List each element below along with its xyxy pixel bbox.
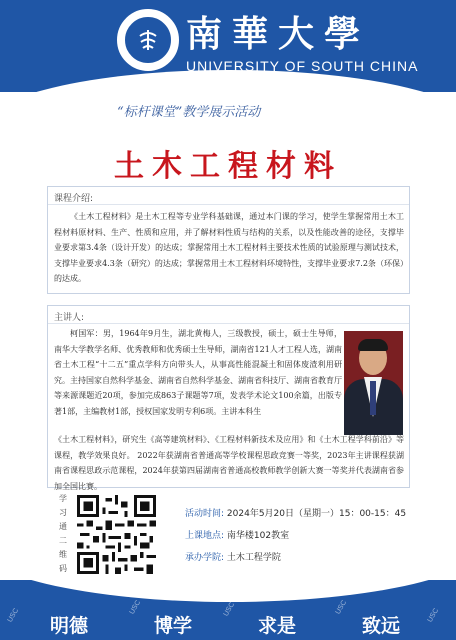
qr-label: 学习通二维码 [59, 494, 67, 573]
host-college-key: 承办学院: [185, 553, 225, 563]
course-intro-box [47, 186, 410, 294]
motto-3: 求是 [258, 615, 297, 637]
usc-watermark: USC [128, 599, 143, 616]
usc-watermark: USC [334, 599, 349, 616]
speaker-label: 主讲人: [54, 313, 85, 323]
usc-watermark: USC [6, 607, 21, 624]
activity-time-value: 2024年5月20日（星期一）15：00-15：45 [226, 509, 407, 519]
intro-text: 《土木工程材料》是土木工程等专业学科基础课，通过本门课的学习，使学生掌握常用土木工程材料原材料、生产、性质和应用，并了解材料性质与结构的关系，以及性能改善的途径，支撑毕业要求第3.4条（设计开发）的达成；掌握常用土木工程材料主要技术性质的试验原理与测试技术，支撑毕业要求4.3条（研究）的达成；掌握常用土木工程材料环境特性，支撑毕业要求7.2条（环保）的达成。 [54, 212, 404, 284]
motto-1: 明德 [50, 615, 89, 637]
activity-place-value: 南华楼102教室 [226, 531, 290, 541]
speaker-bio-top: 柯国军：男，1964年9月生，湖北黄梅人，三级教授，硕士，硕士生导师，南华大学教学名师、优秀教师和优秀硕士生导师，湖南省121人才工程人选，湖南省土木工程“十二五”重点学科方向带头人，从事高性能混凝土和固体废渣利用研究。主持国家自然科学基金、湖南省自然科学基金、湖南省科技厅、湖南省教育厅等来源课题近20项，参加完成863子课题等7项，发表学术论文100余篇，出版专著1部，主编教材1部，授权国家发明专利6项。主讲本科生 [54, 329, 342, 416]
host-college-value: 土木工程学院 [226, 553, 281, 563]
activity-place [185, 528, 289, 541]
speaker-bio-bottom: 《土木工程材料》，研究生《高等建筑材料》、《工程材料新技术及应用》和《土木工程学科前沿》等课程，教学效果良好。 2022年获湖南省普通高等学校课程思政竞赛一等奖，2023年主讲课程获湖南省课程思政示范课程，2024年获第四届湖南省普通高校教师教学创新大赛一等奖并代表湖南省参加全国比赛。 [54, 435, 404, 491]
activity-time-key: 活动时间: [185, 509, 225, 519]
activity-time [185, 506, 406, 519]
university-name-en: UNIVERSITY OF SOUTH CHINA [186, 58, 419, 74]
emblem-mark [137, 28, 159, 52]
speaker-photo [344, 331, 403, 435]
motto-2: 博学 [154, 615, 193, 637]
university-name-cn: 南華大學 [186, 13, 371, 55]
university-emblem-icon [117, 9, 179, 71]
usc-watermark: USC [222, 601, 237, 618]
host-college [185, 550, 281, 563]
qr-code-icon[interactable] [77, 495, 156, 574]
activity-subtitle: “标杆课堂”教学展示活动 [117, 105, 261, 120]
course-title: 土木工程材料 [114, 149, 342, 184]
intro-label: 课程介绍: [54, 194, 94, 204]
motto-4: 致远 [362, 615, 401, 637]
usc-watermark: USC [426, 607, 441, 624]
activity-place-key: 上课地点: [185, 531, 225, 541]
